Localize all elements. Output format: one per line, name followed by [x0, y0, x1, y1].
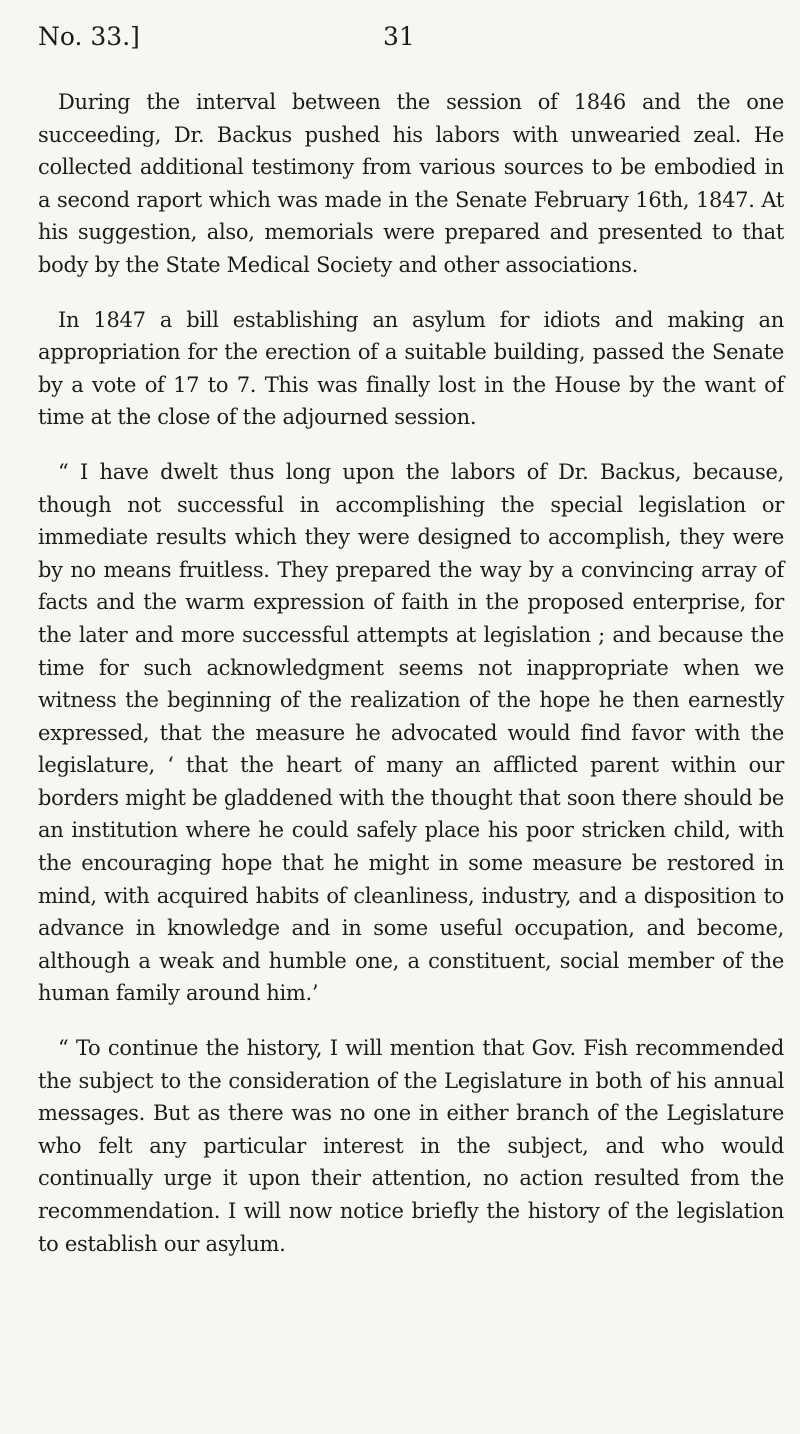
body-text [38, 86, 784, 1282]
paragraph-4: “ To continue the history, I will mention that Gov. Fish recommended the subject to the consideration of the Legislature in both of his annual messages. But as there was no one in either branch of the Legislature who felt any particular interest in the subject, and who would continually urge it upon their attention, no action resulted from the recommendation. I will now notice briefly the history of the legislation to establish our asylum. [38, 1036, 784, 1256]
document-number: No. 33.] [38, 22, 140, 51]
page-header [38, 22, 770, 62]
paragraph-2: In 1847 a bill establishing an asylum for idiots and making an appropriation for the erection of a suitable building, passed the Senate by a vote of 17 to 7. This was finally lost in the House by the want of time at the close of the adjourned session. [38, 307, 784, 430]
paragraph-1: During the interval between the session of 1846 and the one succeeding, Dr. Backus pushed his labors with unwearied zeal. He collected additional testimony from various sources to be embodied in a second raport which was made in the Senate February 16th, 1847. At his suggestion, also, memorials were prepared and presented to that body by the State Medical Society and other associations. [38, 90, 784, 277]
paragraph-3: “ I have dwelt thus long upon the labors of Dr. Backus, because, though not successful in accomplishing the special legislation or immediate results which they were designed to accomplish, they were by no means fruitless. They prepared the way by a convincing array of facts and the warm expression of faith in the proposed enterprise, for the later and more successful attempts at legislation ; and because the time for such acknowledgment seems not inappropriate when we witness the beginning of the realization of the hope he then earnestly expressed, that the measure he advocated would find favor with the legislature, ‘ that the heart of many an afflicted parent within our borders might be gladdened with the thought that soon there should be an institution where he could safely place his poor stricken child, with the encouraging hope that he might in some measure be restored in mind, with acquired habits of cleanliness, industry, and a disposition to advance in knowledge and in some useful occupation, and become, although a weak and humble one, a constituent, social member of the human family around him.’ [38, 459, 784, 1006]
page-number: 31 [383, 22, 415, 51]
